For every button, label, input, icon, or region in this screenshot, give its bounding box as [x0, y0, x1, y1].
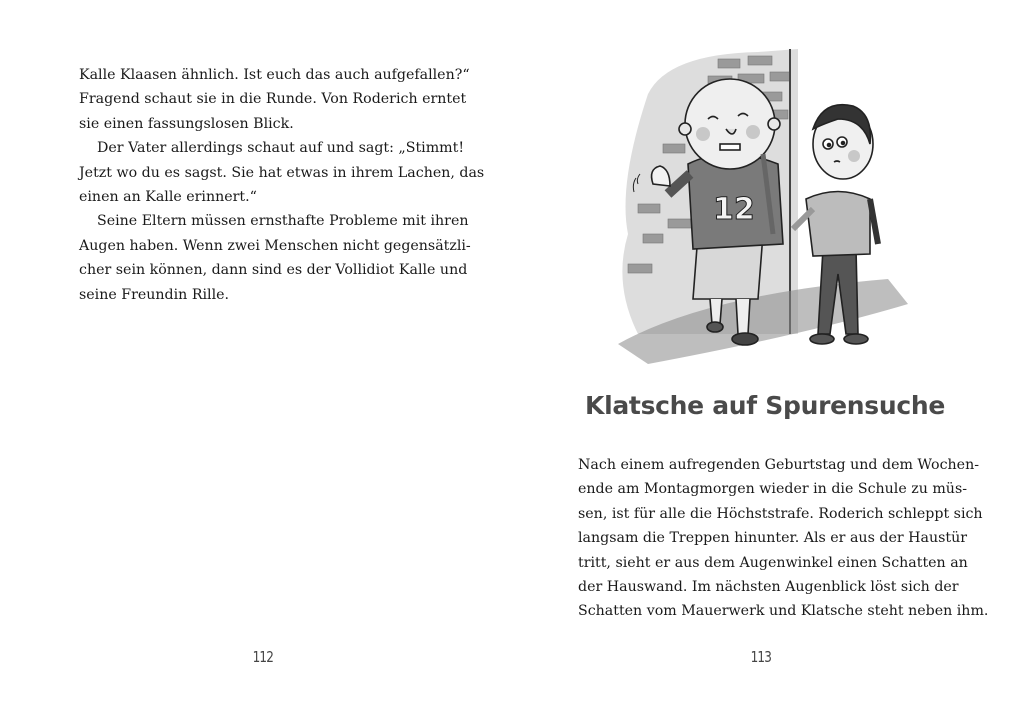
text-line: Kalle Klaasen ähnlich. Ist euch das auch aufgefallen?“ — [79, 67, 470, 83]
text-line: Schatten vom Mauerwerk und Klatsche steht neben ihm. — [578, 603, 989, 620]
left-page-body — [79, 63, 485, 307]
page-number: 112 — [252, 648, 274, 666]
text-line: seine Freundin Rille. — [79, 286, 230, 303]
text-line: sie einen fassungslosen Blick. — [79, 115, 294, 132]
chapter-illustration — [608, 34, 912, 370]
text-line: sen, ist für alle die Höchststrafe. Roderich schleppt sich — [578, 505, 983, 522]
text-line: ende am Montagmorgen wieder in die Schule zu müs- — [578, 481, 968, 498]
text-line: Der Vater allerdings schaut auf und sagt: „Stimmt! — [97, 140, 465, 157]
text-line: cher sein können, dann sind es der Vollidiot Kalle und — [79, 262, 468, 279]
text-line: tritt, sieht er aus dem Augenwinkel einen Schatten an — [578, 554, 968, 571]
text-line: Augen haben. Wenn zwei Menschen nicht gegensätzli- — [79, 237, 471, 254]
page-number: 113 — [750, 648, 772, 666]
chapter-title: Klatsche auf Spurensuche — [585, 391, 945, 420]
right-page-body — [578, 453, 989, 624]
text-line: langsam die Treppen hinunter. Als er aus der Haustür — [578, 530, 968, 547]
text-line: einen an Kalle erinnert.“ — [79, 189, 257, 206]
svg-text:12: 12 — [713, 192, 755, 227]
right-page — [510, 0, 1020, 707]
text-line: Jetzt wo du es sagst. Sie hat etwas in ihrem Lachen, das — [79, 164, 485, 181]
text-line: Nach einem aufregenden Geburtstag und dem Wochen- — [578, 457, 980, 473]
text-line: Fragend schaut sie in die Runde. Von Roderich erntet — [79, 91, 467, 108]
text-line: der Hauswand. Im nächsten Augenblick löst sich der — [578, 579, 959, 596]
text-line: Seine Eltern müssen ernsthafte Probleme mit ihren — [97, 213, 469, 230]
